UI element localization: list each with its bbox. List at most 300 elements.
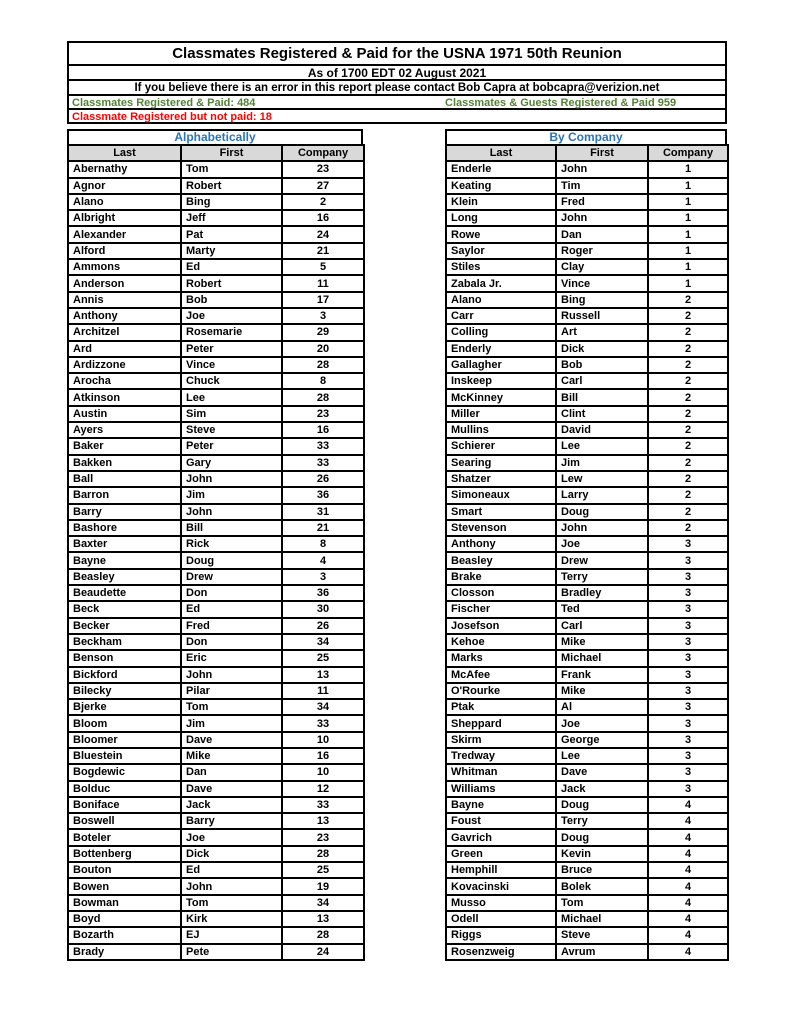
report-title: Classmates Registered & Paid for the USNA 1971 50th Reunion [172,45,622,62]
table-row [68,927,364,943]
company-cell: 26 [282,471,364,487]
first-cell: Doug [556,504,648,520]
last-cell: Baker [68,438,181,454]
table-row [68,210,364,226]
table-row [68,324,364,340]
table-row [446,781,728,797]
company-cell: 34 [282,699,364,715]
table-row [68,862,364,878]
last-cell: Ayers [68,422,181,438]
table-row [68,618,364,634]
company-cell: 2 [648,487,728,503]
first-cell: Mike [556,634,648,650]
last-cell: Brady [68,944,181,960]
first-cell: Drew [556,552,648,568]
table-row [446,927,728,943]
first-cell: Rick [181,536,282,552]
last-cell: Benson [68,650,181,666]
company-cell: 2 [648,324,728,340]
last-cell: Keating [446,178,556,194]
table-row [446,813,728,829]
table-row [446,161,728,177]
first-cell: Larry [556,487,648,503]
first-cell: Sim [181,406,282,422]
first-cell: Rosemarie [181,324,282,340]
table-row [446,438,728,454]
last-cell: Bjerke [68,699,181,715]
column-header-company: Company [282,145,364,161]
table-row [446,520,728,536]
last-cell: Bolduc [68,781,181,797]
last-cell: Bayne [446,797,556,813]
last-cell: Arocha [68,373,181,389]
last-cell: Schierer [446,438,556,454]
last-cell: Fischer [446,601,556,617]
table-row [446,715,728,731]
last-cell: Williams [446,781,556,797]
company-cell: 13 [282,813,364,829]
table-row [68,732,364,748]
alphabetical-table-section [67,129,363,961]
company-cell: 1 [648,243,728,259]
column-header-row [68,145,364,161]
table-row [446,683,728,699]
contact-note: If you believe there is an error in this report please contact Bob Capra at bobcapra@verizion.net [69,79,725,94]
last-cell: Bozarth [68,927,181,943]
first-cell: John [556,210,648,226]
company-cell: 2 [648,455,728,471]
table-row [446,178,728,194]
first-cell: Peter [181,438,282,454]
table-row [68,650,364,666]
last-cell: Anthony [68,308,181,324]
first-cell: Kirk [181,911,282,927]
last-cell: Brake [446,569,556,585]
last-cell: Bloom [68,715,181,731]
first-cell: Jim [181,715,282,731]
table-row [446,552,728,568]
company-cell: 23 [282,829,364,845]
company-cell: 4 [648,797,728,813]
roster-tables [67,129,727,961]
company-cell: 3 [648,569,728,585]
table-row [68,422,364,438]
table-row [68,601,364,617]
table-row [68,585,364,601]
last-cell: Bashore [68,520,181,536]
table-row [68,504,364,520]
company-cell: 2 [648,308,728,324]
company-cell: 16 [282,748,364,764]
table-row [446,748,728,764]
first-cell: Bill [181,520,282,536]
table-row [68,520,364,536]
table-row [446,878,728,894]
last-cell: Smart [446,504,556,520]
table-row [68,895,364,911]
last-cell: Barron [68,487,181,503]
company-cell: 4 [282,552,364,568]
table-row [68,357,364,373]
first-cell: John [181,504,282,520]
table-row [446,194,728,210]
last-cell: Bilecky [68,683,181,699]
company-cell: 3 [648,650,728,666]
table-row [446,455,728,471]
company-cell: 25 [282,650,364,666]
company-cell: 1 [648,178,728,194]
company-cell: 26 [282,618,364,634]
report-header [67,41,727,124]
last-cell: Klein [446,194,556,210]
table-row [446,911,728,927]
first-cell: Jack [181,797,282,813]
first-cell: Tom [181,161,282,177]
last-cell: Boyd [68,911,181,927]
first-cell: Vince [556,275,648,291]
first-cell: Drew [181,569,282,585]
last-cell: Mullins [446,422,556,438]
table-row [68,764,364,780]
last-cell: Boteler [68,829,181,845]
last-cell: Ardizzone [68,357,181,373]
company-cell: 19 [282,878,364,894]
last-cell: Alexander [68,226,181,242]
first-cell: Pat [181,226,282,242]
table-row [68,667,364,683]
company-cell: 1 [648,275,728,291]
company-cell: 34 [282,634,364,650]
company-cell: 2 [648,357,728,373]
last-cell: Hemphill [446,862,556,878]
company-cell: 21 [282,520,364,536]
first-cell: Gary [181,455,282,471]
last-cell: Agnor [68,178,181,194]
company-cell: 31 [282,504,364,520]
table-row [446,895,728,911]
first-cell: Ed [181,862,282,878]
company-cell: 8 [282,373,364,389]
company-cell: 3 [648,634,728,650]
last-cell: Boniface [68,797,181,813]
last-cell: Gavrich [446,829,556,845]
first-cell: Lee [181,389,282,405]
first-cell: Joe [181,308,282,324]
first-cell: Robert [181,275,282,291]
company-cell: 34 [282,895,364,911]
company-cell: 1 [648,161,728,177]
table-row [68,243,364,259]
table-row [446,243,728,259]
first-cell: Tim [556,178,648,194]
first-cell: Lee [556,748,648,764]
company-cell: 36 [282,585,364,601]
table-row [68,683,364,699]
first-cell: Vince [181,357,282,373]
table-row [68,797,364,813]
company-cell: 3 [648,781,728,797]
table-row [446,650,728,666]
company-cell: 33 [282,797,364,813]
first-cell: Russell [556,308,648,324]
company-cell: 13 [282,667,364,683]
company-cell: 4 [648,878,728,894]
table-row [68,487,364,503]
company-cell: 3 [648,601,728,617]
last-cell: Green [446,846,556,862]
last-cell: Ball [68,471,181,487]
table-row [446,944,728,960]
first-cell: Carl [556,618,648,634]
company-cell: 25 [282,862,364,878]
column-header-first: First [556,145,648,161]
last-cell: Bowen [68,878,181,894]
last-cell: Baxter [68,536,181,552]
first-cell: Jeff [181,210,282,226]
table-row [446,226,728,242]
table-row [446,846,728,862]
table-row [68,911,364,927]
last-cell: Rowe [446,226,556,242]
last-cell: Architzel [68,324,181,340]
company-cell: 13 [282,911,364,927]
table-row [446,634,728,650]
table-row [68,308,364,324]
first-cell: Marty [181,243,282,259]
last-cell: Alano [68,194,181,210]
table-row [68,455,364,471]
first-cell: Jim [181,487,282,503]
table-row [68,878,364,894]
last-cell: Tredway [446,748,556,764]
table-row [446,422,728,438]
table-row [446,341,728,357]
table-row [446,259,728,275]
table-row [68,748,364,764]
table-row [446,618,728,634]
first-cell: John [556,161,648,177]
last-cell: Inskeep [446,373,556,389]
last-cell: Saylor [446,243,556,259]
first-cell: Tom [556,895,648,911]
first-cell: Michael [556,911,648,927]
table-row [68,259,364,275]
company-cell: 2 [648,471,728,487]
table-row [68,569,364,585]
first-cell: Bob [181,292,282,308]
last-cell: Anderson [68,275,181,291]
company-cell: 3 [648,585,728,601]
table-row [446,667,728,683]
first-cell: Lee [556,438,648,454]
last-cell: Marks [446,650,556,666]
last-cell: Albright [68,210,181,226]
company-cell: 36 [282,487,364,503]
table-row [446,536,728,552]
first-cell: Joe [556,715,648,731]
company-cell: 2 [648,520,728,536]
first-cell: Tom [181,699,282,715]
company-cell: 2 [648,406,728,422]
first-cell: Dick [181,846,282,862]
last-cell: Long [446,210,556,226]
company-cell: 3 [648,552,728,568]
last-cell: Josefson [446,618,556,634]
first-cell: Bob [556,357,648,373]
first-cell: Chuck [181,373,282,389]
company-cell: 1 [648,259,728,275]
first-cell: Doug [181,552,282,568]
last-cell: Bogdewic [68,764,181,780]
first-cell: Peter [181,341,282,357]
last-cell: McAfee [446,667,556,683]
company-cell: 3 [648,699,728,715]
last-cell: Colling [446,324,556,340]
first-cell: Carl [556,373,648,389]
company-cell: 30 [282,601,364,617]
first-cell: Barry [181,813,282,829]
company-cell: 2 [648,373,728,389]
table-row [446,308,728,324]
last-cell: Skirm [446,732,556,748]
first-cell: Bill [556,389,648,405]
table-row [68,341,364,357]
first-cell: Fred [181,618,282,634]
last-cell: Kehoe [446,634,556,650]
company-cell: 24 [282,226,364,242]
first-cell: Jack [556,781,648,797]
table-row [68,226,364,242]
table-row [446,487,728,503]
last-cell: Annis [68,292,181,308]
company-cell: 23 [282,161,364,177]
column-header-last: Last [446,145,556,161]
company-cell: 16 [282,422,364,438]
last-cell: Bickford [68,667,181,683]
column-header-last: Last [68,145,181,161]
company-cell: 2 [648,504,728,520]
as-of-date: As of 1700 EDT 02 August 2021 [69,64,725,79]
table-row [446,471,728,487]
first-cell: Bradley [556,585,648,601]
company-cell: 3 [648,715,728,731]
last-cell: Becker [68,618,181,634]
last-cell: Anthony [446,536,556,552]
first-cell: George [556,732,648,748]
last-cell: Bluestein [68,748,181,764]
table-row [68,699,364,715]
company-cell: 28 [282,846,364,862]
first-cell: Joe [181,829,282,845]
table-row [68,944,364,960]
first-cell: EJ [181,927,282,943]
table-row [446,862,728,878]
first-cell: Dave [556,764,648,780]
first-cell: Dan [556,226,648,242]
table-row [68,178,364,194]
first-cell: Art [556,324,648,340]
company-cell: 3 [648,667,728,683]
last-cell: Bloomer [68,732,181,748]
last-cell: Boswell [68,813,181,829]
table-row [446,504,728,520]
last-cell: Zabala Jr. [446,275,556,291]
table-row [446,324,728,340]
last-cell: Beckham [68,634,181,650]
classmates-guests-registered-paid-count: Classmates & Guests Registered & Paid 959 [445,97,677,109]
last-cell: Beasley [68,569,181,585]
table-row [68,389,364,405]
company-cell: 24 [282,944,364,960]
first-cell: Dave [181,732,282,748]
company-cell: 2 [282,194,364,210]
last-cell: Enderly [446,341,556,357]
first-cell: Tom [181,895,282,911]
classmates-registered-paid-count: Classmates Registered & Paid: 484 [72,97,256,109]
table-row [446,357,728,373]
company-cell: 2 [648,341,728,357]
last-cell: Closson [446,585,556,601]
table-row [68,194,364,210]
table-row [446,732,728,748]
table-row [446,569,728,585]
first-cell: Ted [556,601,648,617]
first-cell: Robert [181,178,282,194]
first-cell: Terry [556,569,648,585]
last-cell: Bottenberg [68,846,181,862]
last-cell: Alano [446,292,556,308]
company-cell: 33 [282,438,364,454]
last-cell: Bakken [68,455,181,471]
first-cell: Lew [556,471,648,487]
company-cell: 3 [648,764,728,780]
table-row [68,275,364,291]
first-cell: Terry [556,813,648,829]
last-cell: Foust [446,813,556,829]
company-cell: 3 [648,732,728,748]
company-cell: 27 [282,178,364,194]
company-cell: 1 [648,226,728,242]
column-header-company: Company [648,145,728,161]
last-cell: Shatzer [446,471,556,487]
table-row [446,389,728,405]
company-cell: 28 [282,389,364,405]
company-cell: 12 [282,781,364,797]
last-cell: Miller [446,406,556,422]
last-cell: Gallagher [446,357,556,373]
company-cell: 3 [282,308,364,324]
last-cell: Carr [446,308,556,324]
table-row [68,715,364,731]
table-row [446,406,728,422]
company-cell: 4 [648,846,728,862]
company-cell: 8 [282,536,364,552]
last-cell: Beasley [446,552,556,568]
first-cell: John [181,667,282,683]
table-row [68,373,364,389]
last-cell: Kovacinski [446,878,556,894]
last-cell: Abernathy [68,161,181,177]
company-cell: 4 [648,911,728,927]
first-cell: Roger [556,243,648,259]
last-cell: McKinney [446,389,556,405]
table-row [68,829,364,845]
first-cell: Bing [556,292,648,308]
by-company-roster-table [445,144,729,961]
first-cell: Steve [181,422,282,438]
first-cell: Mike [556,683,648,699]
last-cell: Sheppard [446,715,556,731]
